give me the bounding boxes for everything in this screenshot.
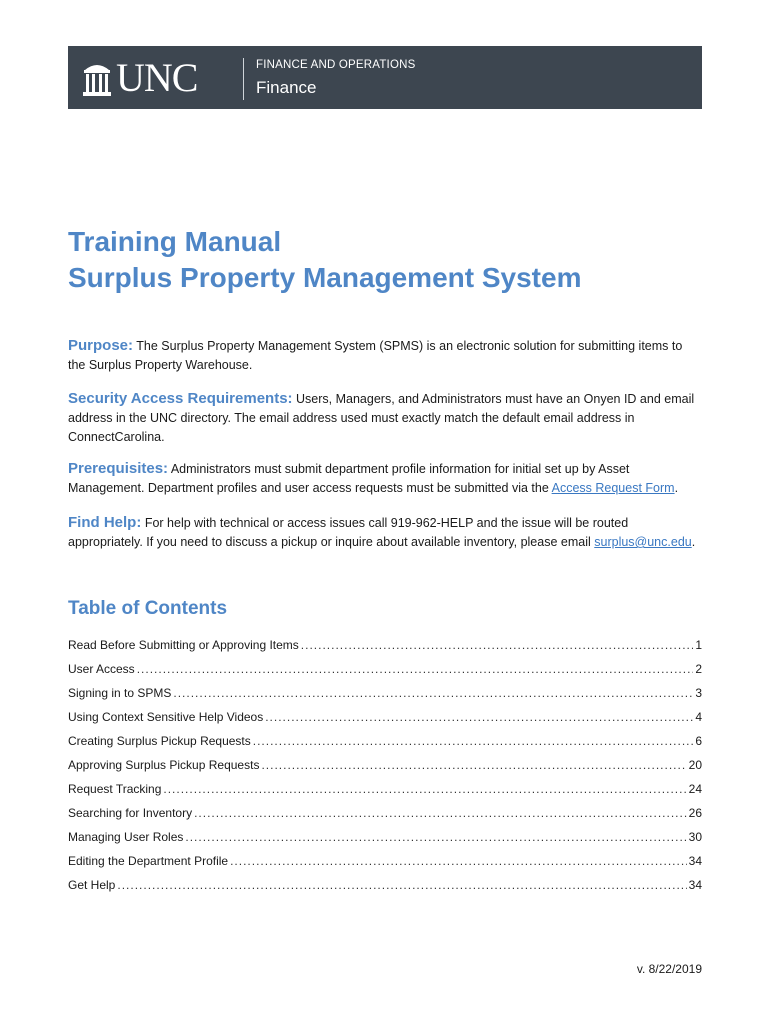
toc-leader-dots (117, 878, 686, 892)
find-help-end: . (691, 535, 696, 549)
prerequisites-end: . (674, 481, 679, 495)
toc-leader-dots (137, 662, 694, 676)
toc-entry-page: 1 (695, 638, 702, 652)
toc-entry[interactable] (68, 734, 702, 758)
toc-leader-dots (230, 854, 687, 868)
toc-entry[interactable] (68, 878, 702, 902)
find-help-text: For help with technical or access issues call 919-962-HELP and the issue will be routed appropriately. If you need to discuss a pickup or inquire about available inventory, please email (68, 516, 629, 549)
toc-leader-dots (163, 782, 686, 796)
table-of-contents (68, 638, 702, 902)
surplus-email-link[interactable]: surplus@unc.edu (594, 535, 692, 549)
toc-entry[interactable] (68, 686, 702, 710)
toc-entry-label: Approving Surplus Pickup Requests (68, 758, 260, 772)
prerequisites-section (68, 459, 702, 498)
toc-entry-label: Using Context Sensitive Help Videos (68, 710, 264, 724)
toc-entry-label: Signing in to SPMS (68, 686, 172, 700)
prerequisites-heading: Prerequisites: (68, 460, 169, 477)
security-section (68, 389, 702, 447)
toc-entry-page: 20 (688, 758, 702, 772)
toc-entry-label: Request Tracking (68, 782, 162, 796)
purpose-text: The Surplus Property Management System (SPMS) is an electronic solution for submitting items to the Surplus Property Warehouse. (68, 339, 683, 372)
banner-divider (243, 58, 244, 100)
toc-entry[interactable] (68, 806, 702, 830)
security-text: Users, Managers, and Administrators must have an Onyen ID and email address in the UNC directory. The email address used must exactly match the default email address in ConnectCarolina. (68, 392, 695, 444)
toc-leader-dots (194, 806, 687, 820)
title-line-1: Training Manual (68, 226, 282, 257)
find-help-heading: Find Help: (68, 514, 142, 531)
division-label: FINANCE AND OPERATIONS (256, 59, 416, 71)
toc-entry-label: Creating Surplus Pickup Requests (68, 734, 251, 748)
toc-leader-dots (185, 830, 686, 844)
toc-leader-dots (261, 758, 686, 772)
toc-entry[interactable] (68, 758, 702, 782)
toc-leader-dots (253, 734, 694, 748)
header-banner (68, 46, 702, 109)
toc-entry[interactable] (68, 854, 702, 878)
prerequisites-text: Administrators must submit department profile information for initial set up by Asset Management. Department profiles and user access requests must be submitted via the (68, 462, 630, 495)
toc-entry-page: 30 (688, 830, 702, 844)
toc-entry-page: 2 (695, 662, 702, 676)
toc-entry-label: Editing the Department Profile (68, 854, 229, 868)
toc-entry[interactable] (68, 710, 702, 734)
find-help-section (68, 513, 702, 552)
toc-entry-page: 3 (695, 686, 702, 700)
toc-leader-dots (173, 686, 693, 700)
toc-entry-page: 26 (688, 806, 702, 820)
toc-entry[interactable] (68, 662, 702, 686)
toc-entry[interactable] (68, 830, 702, 854)
toc-entry-page: 34 (688, 878, 702, 892)
toc-entry-label: Read Before Submitting or Approving Items (68, 638, 299, 652)
toc-entry-page: 24 (688, 782, 702, 796)
old-well-icon (82, 58, 112, 98)
toc-leader-dots (301, 638, 694, 652)
toc-entry-label: Managing User Roles (68, 830, 184, 844)
toc-entry[interactable] (68, 638, 702, 662)
toc-entry-page: 34 (688, 854, 702, 868)
page-title (68, 224, 581, 296)
version-label: v. 8/22/2019 (636, 962, 702, 976)
access-request-form-link[interactable]: Access Request Form (551, 481, 675, 495)
toc-title: Table of Contents (68, 598, 228, 619)
toc-entry-page: 6 (695, 734, 702, 748)
toc-entry-label: Searching for Inventory (68, 806, 193, 820)
toc-entry-label: User Access (68, 662, 135, 676)
toc-entry-page: 4 (695, 710, 702, 724)
logo-text: UNC (116, 55, 198, 100)
toc-leader-dots (265, 710, 693, 724)
purpose-heading: Purpose: (68, 337, 134, 354)
unit-label: Finance (256, 78, 317, 97)
toc-entry[interactable] (68, 782, 702, 806)
purpose-section (68, 336, 702, 375)
unc-logo (82, 56, 197, 100)
security-heading: Security Access Requirements: (68, 390, 293, 407)
title-line-2: Surplus Property Management System (68, 262, 582, 293)
toc-entry-label: Get Help (68, 878, 116, 892)
